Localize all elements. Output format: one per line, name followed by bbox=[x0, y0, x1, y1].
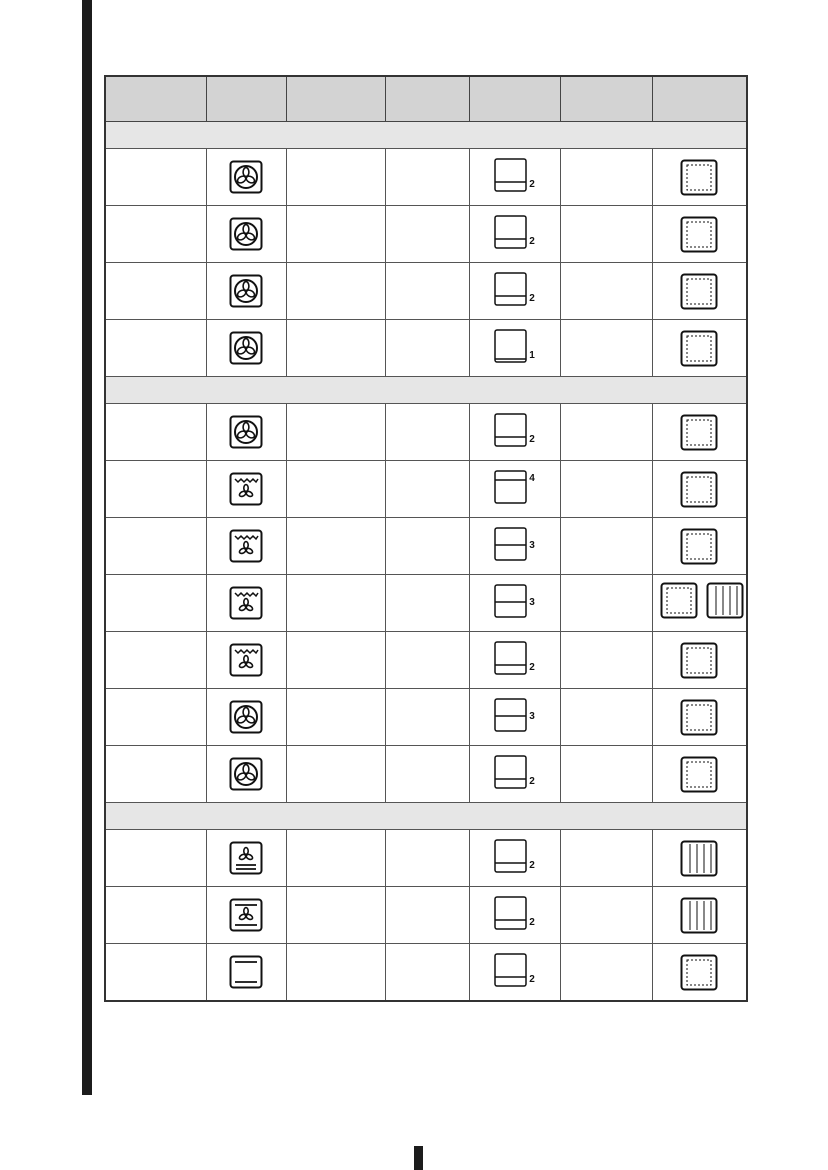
table-cell bbox=[385, 575, 469, 632]
table-cell bbox=[206, 689, 286, 746]
fan-mode-icon bbox=[229, 160, 263, 194]
table-cell bbox=[652, 149, 747, 206]
table-cell bbox=[652, 404, 747, 461]
shelf-position bbox=[494, 272, 535, 306]
table-cell bbox=[652, 887, 747, 944]
shelf-position-icon bbox=[494, 158, 527, 192]
table-cell bbox=[206, 575, 286, 632]
fan-mode-icon bbox=[229, 757, 263, 791]
shelf-position bbox=[494, 839, 535, 873]
table-cell bbox=[560, 518, 652, 575]
shelf-level-number: 2 bbox=[529, 235, 535, 247]
table-cell bbox=[560, 149, 652, 206]
shelf-level-number: 3 bbox=[529, 539, 535, 551]
shelf-position bbox=[494, 953, 535, 987]
section-label bbox=[105, 803, 747, 830]
table-row bbox=[105, 689, 747, 746]
table-cell bbox=[206, 887, 286, 944]
header-cell bbox=[286, 76, 385, 122]
table-cell bbox=[652, 689, 747, 746]
table-row bbox=[105, 632, 747, 689]
baking-tray-icon bbox=[680, 528, 718, 565]
shelf-position-icon bbox=[494, 527, 527, 561]
shelf-level-number: 2 bbox=[529, 661, 535, 673]
table-cell bbox=[469, 689, 560, 746]
table-cell bbox=[105, 320, 206, 377]
shelf-level-number: 4 bbox=[529, 472, 535, 484]
section-row bbox=[105, 803, 747, 830]
baking-tray-icon bbox=[680, 699, 718, 736]
accessory-pair bbox=[660, 582, 744, 619]
table-cell bbox=[385, 263, 469, 320]
table-row bbox=[105, 887, 747, 944]
table-cell bbox=[469, 206, 560, 263]
table-cell bbox=[286, 689, 385, 746]
table-cell bbox=[105, 887, 206, 944]
shelf-position bbox=[494, 641, 535, 675]
shelf-position-icon bbox=[494, 215, 527, 249]
table-cell bbox=[560, 689, 652, 746]
grill-fan-mode-icon bbox=[229, 643, 263, 677]
table-cell bbox=[206, 461, 286, 518]
fan-mode-icon bbox=[229, 415, 263, 449]
table-cell bbox=[206, 746, 286, 803]
table-row bbox=[105, 404, 747, 461]
table-cell bbox=[469, 944, 560, 1002]
table-cell bbox=[105, 746, 206, 803]
shelf-position-icon bbox=[494, 953, 527, 987]
table-cell bbox=[105, 518, 206, 575]
baking-tray-icon bbox=[680, 756, 718, 793]
shelf-level-number: 2 bbox=[529, 433, 535, 445]
table-cell bbox=[385, 632, 469, 689]
table-cell bbox=[105, 944, 206, 1002]
shelf-position-icon bbox=[494, 698, 527, 732]
shelf-position bbox=[494, 413, 535, 447]
table-cell bbox=[206, 830, 286, 887]
table-cell bbox=[286, 746, 385, 803]
table-cell bbox=[105, 206, 206, 263]
shelf-position bbox=[494, 698, 535, 732]
shelf-position bbox=[494, 470, 535, 504]
table-row bbox=[105, 830, 747, 887]
shelf-position bbox=[494, 215, 535, 249]
bottom-heat-fan-mode-icon bbox=[229, 841, 263, 875]
shelf-position-icon bbox=[494, 470, 527, 504]
table-row bbox=[105, 320, 747, 377]
table-cell bbox=[469, 263, 560, 320]
table-cell bbox=[105, 830, 206, 887]
shelf-position-icon bbox=[494, 839, 527, 873]
table-cell bbox=[469, 404, 560, 461]
section-row bbox=[105, 377, 747, 404]
table-cell bbox=[652, 632, 747, 689]
cooking-table bbox=[104, 75, 748, 1002]
baking-tray-icon bbox=[680, 954, 718, 991]
table-cell bbox=[206, 149, 286, 206]
table-cell bbox=[286, 518, 385, 575]
table-cell bbox=[206, 404, 286, 461]
table-cell bbox=[286, 263, 385, 320]
shelf-position bbox=[494, 158, 535, 192]
table-cell bbox=[469, 830, 560, 887]
table-cell bbox=[469, 149, 560, 206]
shelf-position-icon bbox=[494, 272, 527, 306]
table-cell bbox=[652, 263, 747, 320]
table-cell bbox=[469, 746, 560, 803]
table-row bbox=[105, 518, 747, 575]
table-cell bbox=[206, 518, 286, 575]
shelf-level-number: 2 bbox=[529, 916, 535, 928]
table-cell bbox=[286, 575, 385, 632]
section-label bbox=[105, 377, 747, 404]
table-cell bbox=[286, 206, 385, 263]
table-cell bbox=[286, 944, 385, 1002]
table-cell bbox=[105, 461, 206, 518]
table-cell bbox=[560, 320, 652, 377]
table-cell bbox=[652, 746, 747, 803]
table-row bbox=[105, 461, 747, 518]
table-row bbox=[105, 746, 747, 803]
table-row bbox=[105, 149, 747, 206]
table-cell bbox=[385, 149, 469, 206]
table-cell bbox=[206, 263, 286, 320]
table-cell bbox=[105, 689, 206, 746]
table-cell bbox=[469, 518, 560, 575]
fan-mode-icon bbox=[229, 274, 263, 308]
header-cell bbox=[652, 76, 747, 122]
table-cell bbox=[560, 830, 652, 887]
table-header-row bbox=[105, 76, 747, 122]
baking-tray-icon bbox=[680, 471, 718, 508]
baking-tray-icon bbox=[680, 273, 718, 310]
table-cell bbox=[469, 320, 560, 377]
shelf-position-icon bbox=[494, 584, 527, 618]
table-cell bbox=[105, 632, 206, 689]
baking-tray-icon bbox=[680, 414, 718, 451]
section-row bbox=[105, 122, 747, 149]
fan-mode-icon bbox=[229, 217, 263, 251]
table-cell bbox=[560, 461, 652, 518]
table-cell bbox=[560, 632, 652, 689]
table-cell bbox=[286, 887, 385, 944]
grill-fan-mode-icon bbox=[229, 586, 263, 620]
table-cell bbox=[560, 206, 652, 263]
table-cell bbox=[560, 404, 652, 461]
fan-mode-icon bbox=[229, 700, 263, 734]
table-row bbox=[105, 206, 747, 263]
table-row bbox=[105, 263, 747, 320]
table-cell bbox=[105, 575, 206, 632]
shelf-position bbox=[494, 755, 535, 789]
table-cell bbox=[560, 746, 652, 803]
table-cell bbox=[385, 206, 469, 263]
shelf-level-number: 2 bbox=[529, 775, 535, 787]
header-cell bbox=[105, 76, 206, 122]
table-cell bbox=[560, 944, 652, 1002]
shelf-position bbox=[494, 584, 535, 618]
shelf-position-icon bbox=[494, 896, 527, 930]
table-cell bbox=[385, 404, 469, 461]
table-cell bbox=[206, 206, 286, 263]
shelf-level-number: 2 bbox=[529, 859, 535, 871]
table-cell bbox=[469, 575, 560, 632]
table-cell bbox=[560, 887, 652, 944]
table-cell bbox=[105, 404, 206, 461]
shelf-position-icon bbox=[494, 755, 527, 789]
section-label bbox=[105, 122, 747, 149]
table-cell bbox=[652, 206, 747, 263]
table-cell bbox=[560, 575, 652, 632]
table-cell bbox=[652, 461, 747, 518]
table-cell bbox=[469, 632, 560, 689]
table-cell bbox=[286, 320, 385, 377]
shelf-level-number: 2 bbox=[529, 973, 535, 985]
table-cell bbox=[469, 887, 560, 944]
table-cell bbox=[385, 746, 469, 803]
table-cell bbox=[652, 575, 747, 632]
table-cell bbox=[206, 944, 286, 1002]
table-cell bbox=[385, 830, 469, 887]
table-cell bbox=[385, 887, 469, 944]
table-cell bbox=[652, 944, 747, 1002]
table-cell bbox=[385, 320, 469, 377]
table-cell bbox=[385, 518, 469, 575]
table-cell bbox=[105, 149, 206, 206]
bottom-heat-mode-icon bbox=[229, 955, 263, 989]
grill-fan-mode-icon bbox=[229, 472, 263, 506]
table-cell bbox=[469, 461, 560, 518]
shelf-level-number: 3 bbox=[529, 710, 535, 722]
table-cell bbox=[560, 263, 652, 320]
header-cell bbox=[560, 76, 652, 122]
shelf-position-icon bbox=[494, 641, 527, 675]
wire-rack-icon bbox=[680, 897, 718, 934]
table-cell bbox=[652, 830, 747, 887]
table-cell bbox=[385, 944, 469, 1002]
shelf-level-number: 2 bbox=[529, 292, 535, 304]
baking-tray-icon bbox=[680, 159, 718, 196]
table-cell bbox=[206, 632, 286, 689]
table-cell bbox=[286, 461, 385, 518]
wire-rack-icon bbox=[680, 840, 718, 877]
shelf-position-icon bbox=[494, 413, 527, 447]
table-row bbox=[105, 944, 747, 1002]
shelf-level-number: 2 bbox=[529, 178, 535, 190]
table-cell bbox=[286, 632, 385, 689]
wire-rack-icon bbox=[706, 582, 744, 619]
top-bottom-heat-fan-mode-icon bbox=[229, 898, 263, 932]
table-cell bbox=[105, 263, 206, 320]
header-cell bbox=[206, 76, 286, 122]
table-cell bbox=[652, 320, 747, 377]
table-cell bbox=[286, 149, 385, 206]
header-cell bbox=[385, 76, 469, 122]
shelf-position bbox=[494, 329, 535, 363]
shelf-level-number: 3 bbox=[529, 596, 535, 608]
table-cell bbox=[385, 461, 469, 518]
shelf-position bbox=[494, 896, 535, 930]
baking-tray-icon bbox=[680, 642, 718, 679]
table-cell bbox=[286, 404, 385, 461]
baking-tray-icon bbox=[680, 216, 718, 253]
baking-tray-icon bbox=[680, 330, 718, 367]
table-cell bbox=[652, 518, 747, 575]
grill-fan-mode-icon bbox=[229, 529, 263, 563]
shelf-position-icon bbox=[494, 329, 527, 363]
shelf-level-number: 1 bbox=[529, 349, 535, 361]
table-cell bbox=[385, 689, 469, 746]
table-cell bbox=[286, 830, 385, 887]
fan-mode-icon bbox=[229, 331, 263, 365]
left-margin-bar bbox=[82, 0, 92, 1095]
header-cell bbox=[469, 76, 560, 122]
shelf-position bbox=[494, 527, 535, 561]
page-marker bbox=[414, 1146, 423, 1170]
table-row bbox=[105, 575, 747, 632]
table-cell bbox=[206, 320, 286, 377]
baking-tray-icon bbox=[660, 582, 698, 619]
